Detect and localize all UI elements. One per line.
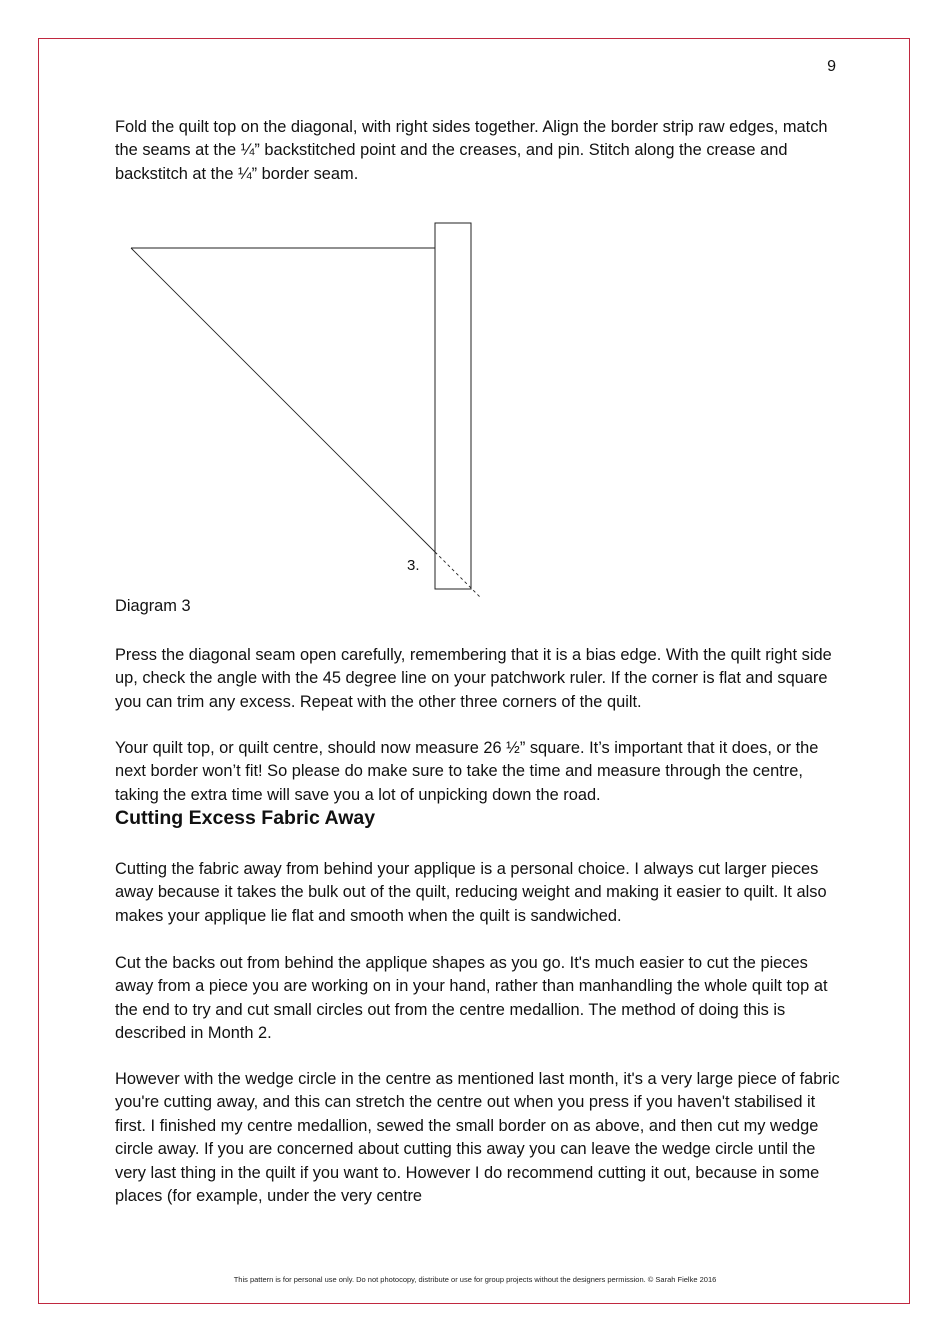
paragraph-text: Cut the backs out from behind the applique shapes as you go. It's much easier to cut the pieces away from a piece you are working on in your hand, rather than manhandling the whole quilt top at the end to try and cut small circles out from the centre medallion. The method of doing this is described in Month 2. [115, 954, 828, 1043]
diagram-label: 3. [407, 557, 420, 574]
diagonal-seam-line [131, 248, 435, 552]
page-number: 9 [827, 58, 836, 75]
paragraph-press [115, 644, 840, 714]
diagram-3-illustration [115, 215, 495, 605]
diagonal-extension-dashed [435, 552, 480, 597]
paragraph-text: Press the diagonal seam open carefully, remembering that it is a bias edge. With the quilt right side up, check the angle with the 45 degree line on your patchwork ruler. If the corner is flat and square you can trim any excess. Repeat with the other three corners of the quilt. [115, 646, 832, 711]
paragraph-cutting-2 [115, 952, 840, 1046]
paragraph-fold [115, 116, 840, 186]
copyright-footer: This pattern is for personal use only. Do not photocopy, distribute or use for group projects without the designers permission. © Sarah Fielke 2016 [233, 1275, 717, 1284]
diagram-caption: Diagram 3 [115, 597, 191, 615]
paragraph-cutting-3 [115, 1068, 840, 1208]
paragraph-text: Fold the quilt top on the diagonal, with right sides together. Align the border strip raw edges, match the seams at the ¼” backstitched point and the creases, and pin. Stitch along the crease and backstitch at the ¼” border seam. [115, 118, 828, 183]
paragraph-text: However with the wedge circle in the centre as mentioned last month, it's a very large piece of fabric you're cutting away, and this can stretch the centre out when you press if you haven't stabilised it first. I finished my centre medallion, sewed the small border on as above, and then cut my wedge circle away. If you are concerned about cutting this away you can leave the wedge circle until the very last thing in the quilt if you want to. However I do recommend cutting it out, because in some places (for example, under the very centre [115, 1070, 840, 1206]
section-heading: Cutting Excess Fabric Away [115, 807, 376, 829]
border-strip [435, 223, 471, 589]
paragraph-text: Your quilt top, or quilt centre, should now measure 26 ½” square. It’s important that it does, or the next border won’t fit! So please do make sure to take the time and measure through the centre, taking the extra time will save you a lot of unpicking down the road. [115, 739, 819, 804]
paragraph-cutting-1 [115, 858, 840, 928]
paragraph-text: Cutting the fabric away from behind your applique is a personal choice. I always cut larger pieces away because it takes the bulk out of the quilt, reducing weight and making it easier to quilt. It also makes your applique lie flat and smooth when the quilt is sandwiched. [115, 860, 827, 925]
paragraph-measure [115, 737, 840, 807]
